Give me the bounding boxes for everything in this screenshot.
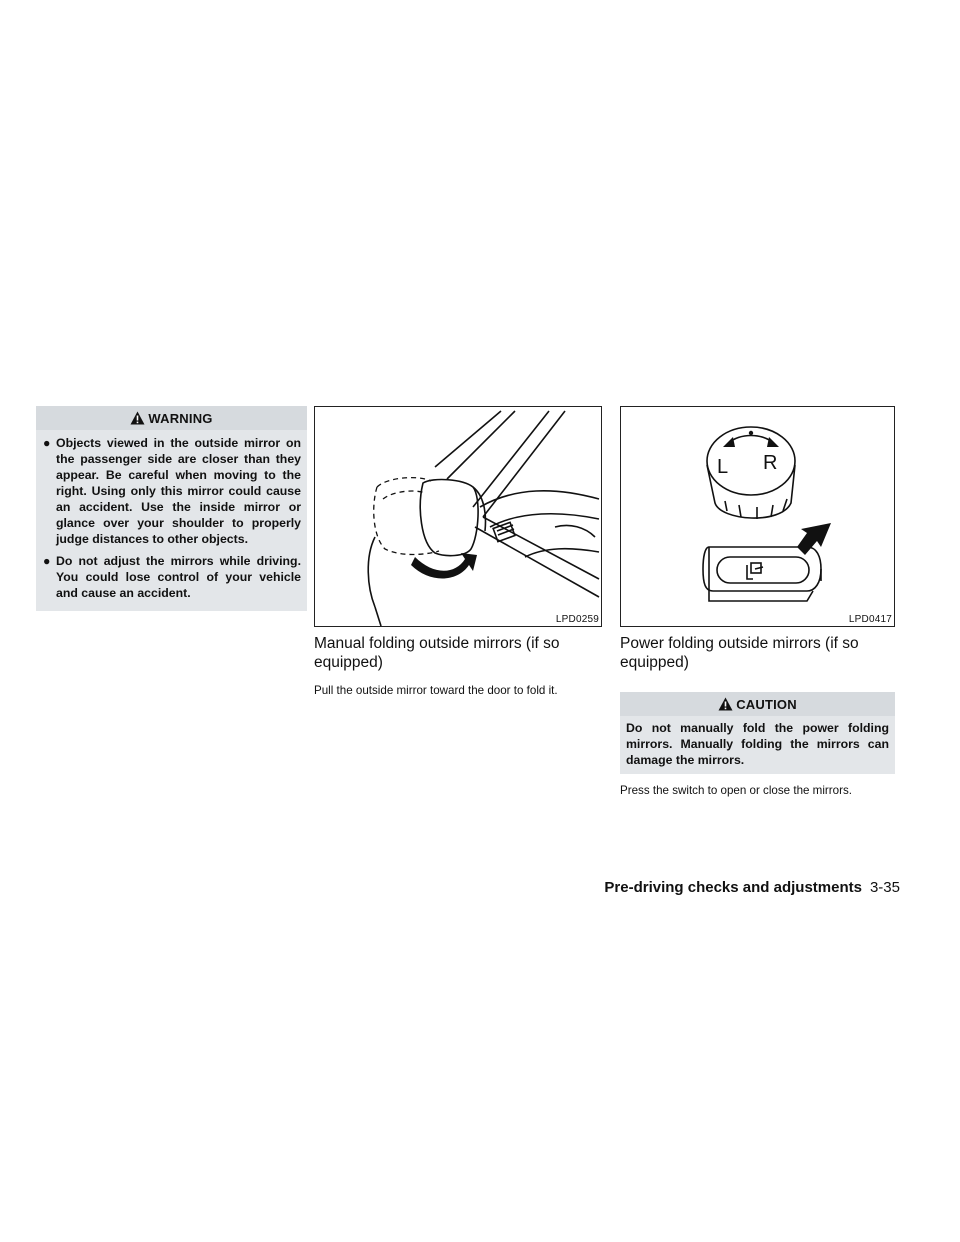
power-folding-column — [620, 406, 895, 798]
power-mirror-figure — [620, 406, 895, 627]
bullet-icon: ● — [43, 436, 51, 450]
caution-body — [620, 716, 895, 774]
section-title: Pre-driving checks and adjustments — [604, 879, 862, 896]
warning-header — [36, 406, 307, 430]
mirror-fold-icon — [747, 563, 763, 579]
manual-folding-text: Pull the outside mirror toward the door to fold it. — [314, 684, 558, 697]
page-number: 3-35 — [869, 879, 900, 896]
power-folding-heading: Power folding outside mirrors (if so equipped) — [620, 635, 859, 671]
manual-mirror-figure — [314, 406, 602, 627]
right-mirror-letter: R — [763, 452, 778, 474]
mirror-switch-illustration — [621, 407, 894, 626]
warning-icon — [718, 697, 733, 711]
warning-title: WARNING — [148, 410, 213, 426]
warning-box — [36, 406, 307, 611]
caution-header — [620, 692, 895, 716]
left-mirror-letter: L — [717, 456, 729, 478]
page-footer — [604, 879, 900, 896]
bullet-icon: ● — [43, 554, 51, 568]
caution-title: CAUTION — [736, 696, 797, 712]
warning-icon — [130, 411, 145, 425]
manual-folding-column — [314, 406, 602, 698]
manual-mirror-illustration — [315, 407, 601, 626]
caution-text: Do not manually fold the power folding mirrors. Manually folding the mirrors can damage the mirrors. — [626, 721, 889, 767]
warning-item: ● Do not adjust the mirrors while driving. You could lose control of your vehicle and cause an accident. — [43, 554, 301, 600]
figure-label: LPD0417 — [848, 614, 892, 625]
manual-folding-heading: Manual folding outside mirrors (if so equipped) — [314, 635, 560, 671]
figure-label: LPD0259 — [555, 614, 599, 625]
caution-box — [620, 692, 895, 774]
power-folding-text: Press the switch to open or close the mirrors. — [620, 784, 852, 797]
warning-body — [36, 430, 307, 611]
warning-item: ● Objects viewed in the outside mirror on the passenger side are closer than they appear. Be careful when moving to the right. Using only this mirror could cause an accident. Use the inside mirror or glance over your shoulder to properly judge distances to other objects. — [43, 436, 301, 546]
